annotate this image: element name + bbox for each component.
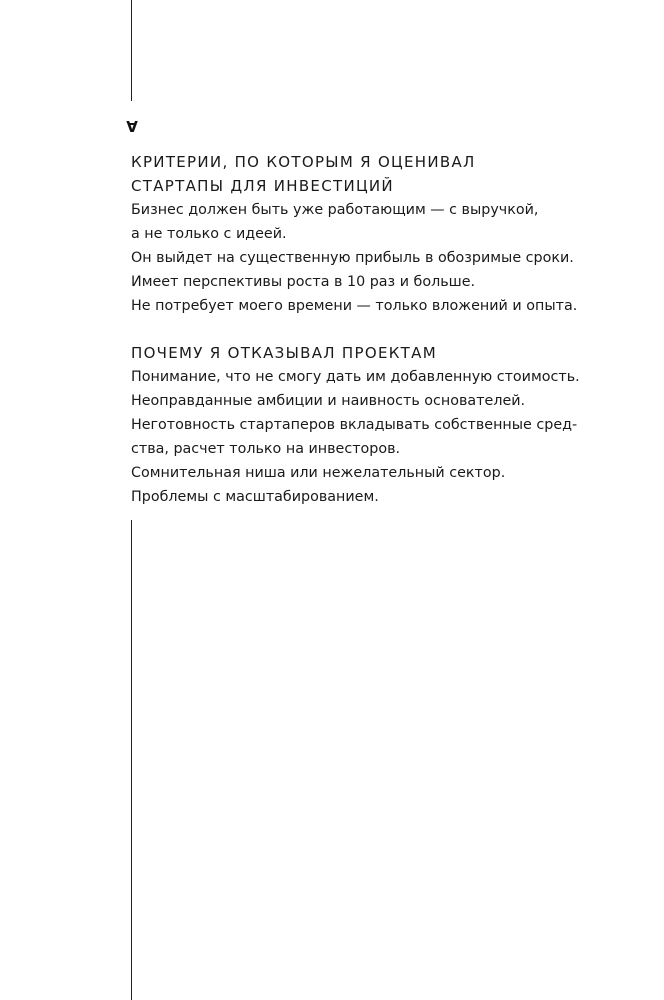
list-item	[131, 294, 651, 318]
heading-line: СТАРТАПЫ ДЛЯ ИНВЕСТИЦИЙ	[131, 177, 394, 195]
item-line: Бизнес должен быть уже работающим — с выручкой,	[131, 202, 539, 218]
section-heading	[131, 341, 651, 365]
list-item	[131, 246, 651, 270]
list-item	[131, 461, 651, 485]
section-rejection-reasons	[131, 341, 651, 509]
list-item	[131, 270, 651, 294]
section-investment-criteria	[131, 150, 651, 318]
list-item	[131, 413, 651, 461]
item-line: ства, расчет только на инвесторов.	[131, 441, 401, 457]
page-orientation-mark: A	[126, 117, 138, 135]
item-line: а не только с идеей.	[131, 226, 287, 242]
heading-line: КРИТЕРИИ, ПО КОТОРЫМ Я ОЦЕНИВАЛ	[131, 153, 476, 171]
item-line: Имеет перспективы роста в 10 раз и больше.	[131, 274, 476, 290]
vertical-rule-bottom	[131, 520, 132, 1000]
item-line: Он выйдет на существенную прибыль в обозримые сроки.	[131, 250, 574, 266]
section-heading	[131, 150, 651, 198]
item-line: Проблемы с масштабированием.	[131, 489, 379, 505]
list-item	[131, 485, 651, 509]
list-item	[131, 389, 651, 413]
item-line: Понимание, что не смогу дать им добавленную стоимость.	[131, 369, 580, 385]
heading-line: ПОЧЕМУ Я ОТКАЗЫВАЛ ПРОЕКТАМ	[131, 344, 437, 362]
list-item	[131, 365, 651, 389]
item-line: Не потребует моего времени — только вложений и опыта.	[131, 298, 578, 314]
page-content	[131, 150, 651, 532]
item-line: Неготовность стартаперов вкладывать собственные сред-	[131, 417, 578, 433]
vertical-rule-top	[131, 0, 132, 101]
list-item	[131, 198, 651, 246]
item-line: Неоправданные амбиции и наивность основателей.	[131, 393, 526, 409]
item-line: Сомнительная ниша или нежелательный сектор.	[131, 465, 506, 481]
